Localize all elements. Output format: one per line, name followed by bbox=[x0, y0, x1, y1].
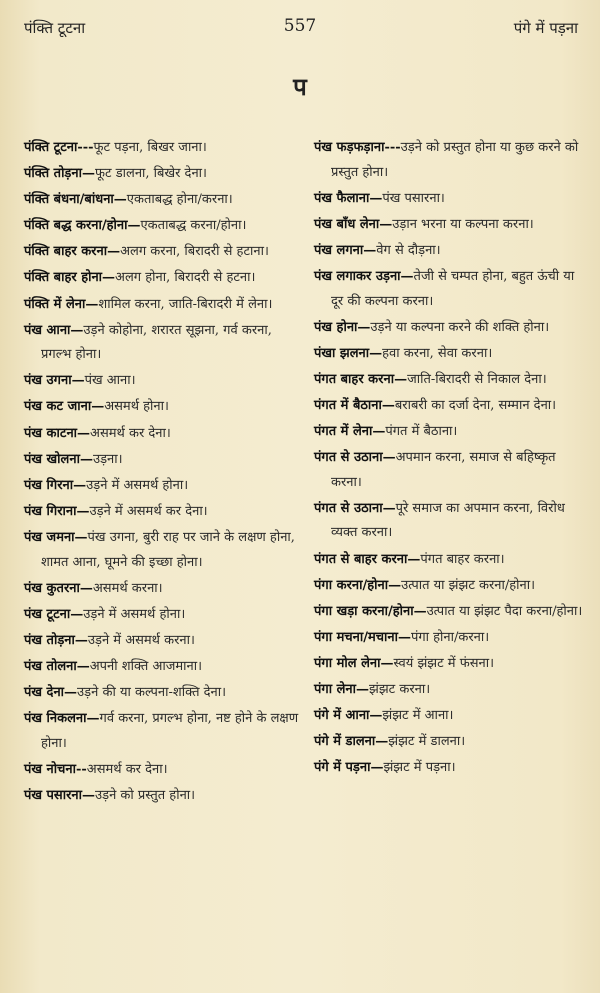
entry-definition: अलग करना, बिरादरी से हटाना। bbox=[120, 244, 269, 260]
dictionary-entry bbox=[24, 214, 304, 239]
entry-definition: पंख पसारना। bbox=[382, 190, 445, 206]
dictionary-entry bbox=[24, 136, 304, 161]
entry-headword: पंक्ति तोड़ना bbox=[24, 166, 82, 182]
entry-headword: पंगे में पड़ना bbox=[314, 760, 371, 776]
entry-headword: पंगा मचना/मचाना bbox=[314, 629, 398, 645]
entry-headword: पंख देना bbox=[24, 684, 65, 700]
entry-definition: उत्पात या झंझट पैदा करना/होना। bbox=[426, 603, 583, 619]
dictionary-entry bbox=[24, 500, 304, 525]
dictionary-entry bbox=[24, 474, 304, 499]
entry-headword: पंख खोलना bbox=[24, 451, 80, 467]
dictionary-entry bbox=[24, 188, 304, 213]
entry-definition: पूरे समाज का अपमान करना, विरोध व्यक्त करना। bbox=[331, 500, 565, 541]
entry-headword: पंगा मोल लेना bbox=[314, 655, 381, 671]
entry-dash: — bbox=[81, 787, 95, 803]
entry-headword: पंगे में आना bbox=[314, 708, 370, 724]
dictionary-entry bbox=[24, 240, 304, 265]
entry-dash: — bbox=[102, 270, 116, 286]
page-number: 557 bbox=[283, 16, 317, 36]
entry-dash: — bbox=[379, 216, 393, 232]
entry-definition: वेग से दौड़ना। bbox=[376, 242, 441, 258]
entry-definition: पंगा होना/करना। bbox=[410, 629, 490, 645]
dictionary-entry bbox=[24, 784, 304, 809]
entry-headword: पंख फड़फड़ाना bbox=[314, 140, 385, 155]
entry-dash: — bbox=[381, 397, 395, 413]
entry-headword: पंख फैलाना bbox=[314, 190, 370, 206]
entry-dash: — bbox=[370, 760, 384, 776]
entry-dash: — bbox=[86, 711, 100, 727]
entry-headword: पंगा लेना bbox=[314, 681, 356, 697]
dictionary-entry bbox=[24, 293, 304, 318]
entry-definition: उड़ने में असमर्थ कर देना। bbox=[89, 503, 208, 519]
entry-headword: पंखा झलना bbox=[314, 345, 370, 361]
entry-dash: — bbox=[70, 606, 84, 622]
entry-definition: अलग होना, बिरादरी से हटना। bbox=[115, 270, 256, 286]
entry-dash: — bbox=[388, 577, 402, 593]
header-left-guideword: पंक्ति टूटना bbox=[24, 19, 86, 37]
dictionary-entry bbox=[24, 577, 304, 602]
dictionary-entry bbox=[24, 369, 304, 394]
dictionary-entry bbox=[24, 422, 304, 447]
entry-dash: — bbox=[394, 371, 408, 387]
entry-headword: पंगा खड़ा करना/होना bbox=[314, 603, 414, 619]
entry-definition: उड़ना। bbox=[92, 451, 123, 467]
entry-dash: — bbox=[113, 192, 127, 208]
entry-definition: हवा करना, सेवा करना। bbox=[382, 345, 493, 361]
entry-definition: पंख उगना, बुरी राह पर जाने के लक्षण होना, शामत आना, घूमने की इच्छा होना। bbox=[41, 529, 295, 570]
entry-dash: — bbox=[71, 373, 85, 389]
entry-headword: पंगत में बैठाना bbox=[314, 397, 382, 413]
entry-headword: पंक्ति बद्ध करना/होना bbox=[24, 218, 128, 234]
dictionary-entry bbox=[24, 526, 304, 575]
entry-dash: — bbox=[369, 345, 383, 361]
entry-headword: पंख लगना bbox=[314, 242, 364, 258]
entry-dash: — bbox=[76, 658, 90, 674]
entry-headword: पंख कुतरना bbox=[24, 580, 80, 596]
entry-definition: स्वयं झंझट में फंसना। bbox=[393, 655, 495, 671]
entry-definition: असमर्थ होना। bbox=[104, 399, 169, 415]
dictionary-entry bbox=[314, 730, 584, 755]
entry-headword: पंख लगाकर उड़ना bbox=[314, 268, 401, 284]
dictionary-entry bbox=[314, 265, 584, 314]
entry-headword: पंख निकलना bbox=[24, 711, 87, 727]
dictionary-entry bbox=[314, 756, 584, 781]
entry-definition: अपमान करना, समाज से बहिष्कृत करना। bbox=[331, 450, 556, 490]
entry-headword: पंख टूटना bbox=[24, 606, 71, 622]
entry-definition: झंझट करना। bbox=[369, 681, 431, 697]
dictionary-entry bbox=[314, 574, 584, 599]
entry-definition: पंगत बाहर करना। bbox=[420, 551, 505, 567]
entry-headword: पंगत से उठाना bbox=[314, 500, 383, 516]
entry-headword: पंक्ति बाहर होना bbox=[24, 270, 103, 286]
entry-dash: — bbox=[79, 451, 93, 467]
entry-dash: — bbox=[74, 529, 88, 545]
entry-dash: — bbox=[79, 580, 93, 596]
dictionary-entry bbox=[24, 266, 304, 291]
entry-dash: — bbox=[357, 319, 371, 335]
page-header bbox=[0, 16, 600, 44]
entry-definition: फूट पड़ना, बिखर जाना। bbox=[93, 140, 207, 155]
entry-dash: — bbox=[413, 603, 427, 619]
entry-dash: — bbox=[382, 450, 396, 466]
entry-dash: — bbox=[85, 296, 99, 312]
entry-definition: एकताबद्ध करना/होना। bbox=[140, 218, 247, 234]
entry-headword: पंख नोचना bbox=[24, 761, 76, 777]
entry-definition: उड़ान भरना या कल्पना करना। bbox=[392, 216, 534, 232]
entry-definition: असमर्थ कर देना। bbox=[90, 425, 171, 441]
entry-dash: — bbox=[107, 244, 121, 260]
entry-headword: पंख गिराना bbox=[24, 503, 77, 519]
dictionary-entry bbox=[24, 655, 304, 680]
entry-definition: उड़ने में असमर्थ होना। bbox=[83, 606, 186, 622]
dictionary-entry bbox=[314, 652, 584, 677]
entry-definition: उड़ने को प्रस्तुत होना। bbox=[94, 787, 196, 803]
dictionary-entry bbox=[314, 394, 584, 419]
entry-headword: पंख पसारना bbox=[24, 787, 82, 803]
dictionary-entry bbox=[24, 319, 304, 368]
dictionary-entry bbox=[314, 136, 584, 185]
entry-dash: — bbox=[382, 500, 396, 516]
entry-definition: अपनी शक्ति आजमाना। bbox=[89, 658, 203, 674]
entry-headword: पंगत बाहर करना bbox=[314, 371, 395, 387]
entry-dash: — bbox=[76, 503, 90, 519]
entry-definition: फूट डालना, बिखेर देना। bbox=[94, 166, 207, 182]
entry-definition: झंझट में पड़ना। bbox=[383, 760, 456, 776]
dictionary-entry bbox=[314, 600, 584, 625]
entry-headword: पंख उगना bbox=[24, 373, 72, 389]
entry-definition: बराबरी का दर्जा देना, सम्मान देना। bbox=[394, 397, 557, 413]
entry-definition: पंगत में बैठाना। bbox=[385, 424, 458, 440]
entry-definition: जाति-बिरादरी से निकाल देना। bbox=[407, 371, 547, 387]
dictionary-entry bbox=[24, 448, 304, 473]
entry-definition: झंझट में डालना। bbox=[388, 734, 466, 750]
entry-dash: — bbox=[407, 551, 421, 567]
entry-dash: — bbox=[91, 399, 105, 415]
entry-headword: पंख जमना bbox=[24, 529, 75, 545]
dictionary-entry bbox=[24, 629, 304, 654]
entry-dash: — bbox=[77, 425, 91, 441]
dictionary-entry bbox=[314, 316, 584, 341]
dictionary-entry bbox=[24, 603, 304, 628]
entry-headword: पंक्ति टूटना bbox=[24, 140, 78, 155]
entry-dash: — bbox=[73, 477, 87, 493]
entry-dash: — bbox=[70, 322, 84, 338]
dictionary-entry bbox=[314, 420, 584, 445]
entry-dash: — bbox=[372, 424, 386, 440]
dictionary-entry bbox=[314, 548, 584, 573]
dictionary-entry bbox=[314, 368, 584, 393]
entry-definition: झंझट में आना। bbox=[382, 708, 454, 724]
entry-definition: असमर्थ कर देना। bbox=[86, 761, 168, 777]
entry-definition: गर्व करना, प्रगल्भ होना, नष्ट होने के लक्षण होना। bbox=[41, 711, 299, 751]
dictionary-entry bbox=[24, 681, 304, 706]
section-letter: प bbox=[293, 72, 307, 101]
dictionary-entry bbox=[24, 395, 304, 420]
entry-dash: — bbox=[369, 708, 383, 724]
dictionary-entry bbox=[314, 704, 584, 729]
entry-headword: पंगत से बाहर करना bbox=[314, 551, 408, 567]
entry-definition: उड़ने या कल्पना करने की शक्ति होना। bbox=[370, 319, 550, 335]
dictionary-entry bbox=[314, 239, 584, 264]
dictionary-entry bbox=[314, 213, 584, 238]
entry-definition: उड़ने कोहोना, शरारत सूझना, गर्व करना, प्रगल्भ होना। bbox=[41, 322, 272, 363]
entry-dash: --- bbox=[77, 140, 94, 155]
entry-headword: पंगा करना/होना bbox=[314, 577, 389, 593]
entry-headword: पंख होना bbox=[314, 319, 358, 335]
left-column bbox=[24, 136, 304, 810]
dictionary-entry bbox=[314, 497, 584, 546]
entry-headword: पंगत से उठाना bbox=[314, 450, 383, 466]
entry-dash: — bbox=[369, 190, 383, 206]
header-right-guideword: पंगे में पड़ना bbox=[513, 19, 578, 37]
dictionary-entry bbox=[314, 187, 584, 212]
entry-dash: — bbox=[363, 242, 377, 258]
dictionary-entry bbox=[314, 678, 584, 703]
entry-dash: — bbox=[356, 681, 369, 697]
entry-definition: तेजी से चम्पत होना, बहुत ऊंची या दूर की कल्पना करना। bbox=[331, 268, 575, 309]
dictionary-entry bbox=[314, 446, 584, 495]
entry-dash: — bbox=[400, 268, 414, 284]
entry-headword: पंक्ति में लेना bbox=[24, 296, 86, 312]
entry-definition: उड़ने में असमर्थ होना। bbox=[86, 477, 189, 493]
entry-definition: उड़ने को प्रस्तुत होना या कुछ करने को प्रस्तुत होना। bbox=[331, 140, 579, 180]
entry-definition: उड़ने की या कल्पना-शक्ति देना। bbox=[77, 684, 227, 700]
entry-dash: — bbox=[81, 166, 95, 182]
entry-headword: पंख तोलना bbox=[24, 658, 77, 674]
entry-dash: — bbox=[64, 684, 78, 700]
dictionary-entry bbox=[24, 162, 304, 187]
entry-headword: पंक्ति बंधना/बांधना bbox=[24, 192, 114, 208]
dictionary-entry bbox=[24, 758, 304, 783]
entry-headword: पंख तोड़ना bbox=[24, 632, 75, 648]
entry-dash: -- bbox=[75, 761, 87, 777]
entry-dash: — bbox=[375, 734, 389, 750]
entry-definition: उड़ने में असमर्थ करना। bbox=[87, 632, 195, 648]
entry-dash: — bbox=[74, 632, 88, 648]
entry-headword: पंख बाँध लेना bbox=[314, 216, 380, 232]
entry-dash: — bbox=[380, 655, 394, 671]
entry-headword: पंक्ति बाहर करना bbox=[24, 244, 108, 260]
entry-definition: असमर्थ करना। bbox=[92, 580, 163, 596]
right-column bbox=[314, 136, 584, 782]
entry-headword: पंख आना bbox=[24, 322, 71, 338]
entry-headword: पंख गिरना bbox=[24, 477, 74, 493]
entry-definition: शामिल करना, जाति-बिरादरी में लेना। bbox=[98, 296, 273, 312]
entry-definition: उत्पात या झंझट करना/होना। bbox=[401, 577, 536, 593]
dictionary-entry bbox=[24, 707, 304, 756]
dictionary-entry bbox=[314, 626, 584, 651]
entry-headword: पंगत में लेना bbox=[314, 424, 373, 440]
entry-headword: पंख काटना bbox=[24, 425, 78, 441]
entry-headword: पंख कट जाना bbox=[24, 399, 92, 415]
entry-dash: — bbox=[397, 629, 411, 645]
entry-definition: पंख आना। bbox=[84, 373, 136, 389]
entry-definition: एकताबद्ध होना/करना। bbox=[126, 192, 233, 208]
entry-dash: --- bbox=[384, 140, 401, 155]
entry-dash: — bbox=[127, 218, 141, 234]
entry-headword: पंगे में डालना bbox=[314, 734, 376, 750]
dictionary-entry bbox=[314, 342, 584, 367]
